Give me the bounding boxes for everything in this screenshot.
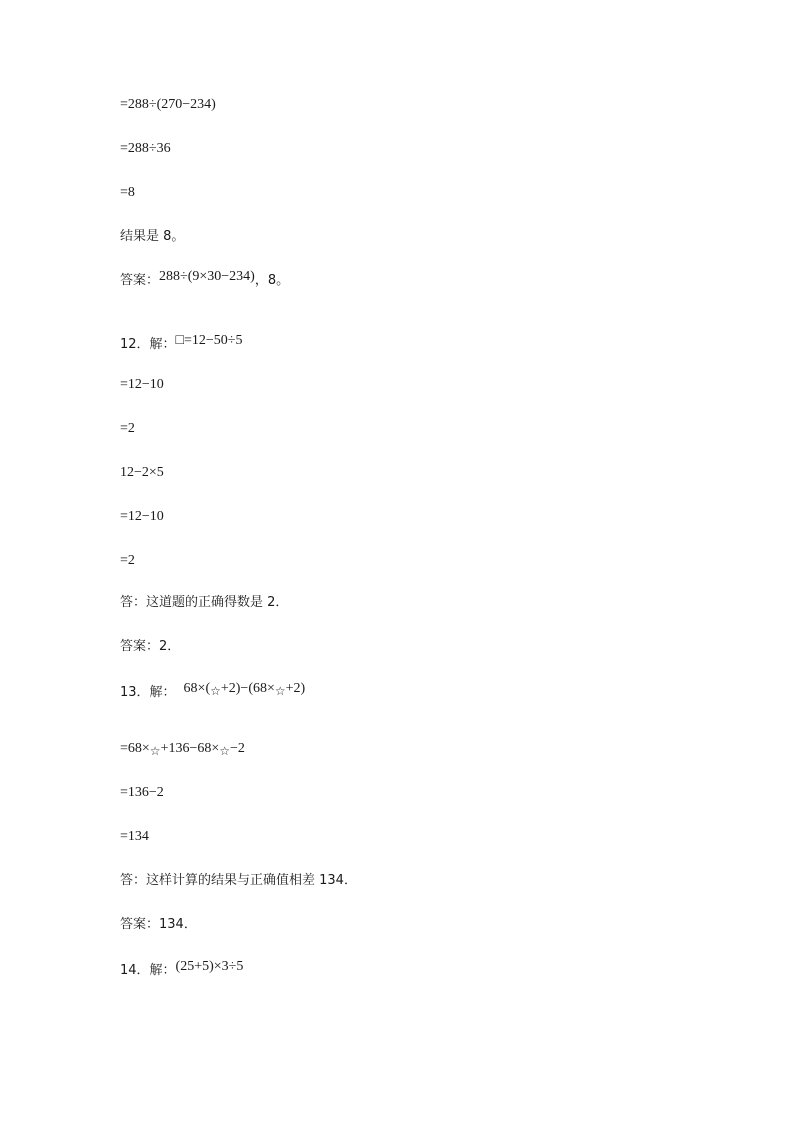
solution-line-12-4: =12−10 — [120, 509, 164, 524]
solution-line-12-2: =2 — [120, 421, 135, 436]
star-icon: ☆ — [210, 684, 221, 698]
answer-tail: ，8。 — [254, 273, 290, 288]
problem-13-label: 13．解： — [120, 685, 176, 700]
solution-line-12-3: 12−2×5 — [120, 465, 164, 480]
problem-12-label: 12．解： — [120, 337, 176, 352]
answer-statement-12: 答：这道题的正确得数是 2． — [120, 595, 289, 610]
solution-line-2: =288÷36 — [120, 141, 171, 156]
answer-line-11 — [120, 269, 290, 288]
star-icon: ☆ — [149, 744, 161, 758]
problem-14-expression: (25+5)×3÷5 — [175, 959, 244, 974]
solution-line-1: =288÷(270−234) — [120, 97, 216, 112]
problem-14-label: 14．解： — [120, 963, 176, 978]
answer-expression: 288÷(9×30−234) — [159, 269, 255, 284]
problem-13-header — [120, 681, 306, 700]
answer-line-13: 答案：134． — [120, 917, 197, 932]
solution-line-13-2: =136−2 — [120, 785, 164, 800]
star-icon: ☆ — [219, 744, 231, 758]
solution-line-12-5: =2 — [120, 553, 135, 568]
solution-line-13-1: =68×☆+136−68×☆−2 — [120, 741, 245, 758]
star-icon: ☆ — [274, 684, 286, 698]
problem-13-expression: 68×(☆+2)−(68×☆+2) — [183, 681, 306, 698]
problem-12-header — [120, 333, 243, 352]
solution-line-13-3: =134 — [120, 829, 149, 844]
result-statement: 结果是 8。 — [120, 229, 185, 244]
solution-line-12-1: =12−10 — [120, 377, 164, 392]
answer-label: 答案： — [120, 273, 160, 288]
answer-line-12: 答案：2． — [120, 639, 181, 654]
answer-statement-13: 答：这样计算的结果与正确值相差 134． — [120, 873, 357, 888]
problem-12-expression: □=12−50÷5 — [175, 333, 243, 348]
problem-14-header — [120, 959, 244, 978]
solution-line-3: =8 — [120, 185, 135, 200]
